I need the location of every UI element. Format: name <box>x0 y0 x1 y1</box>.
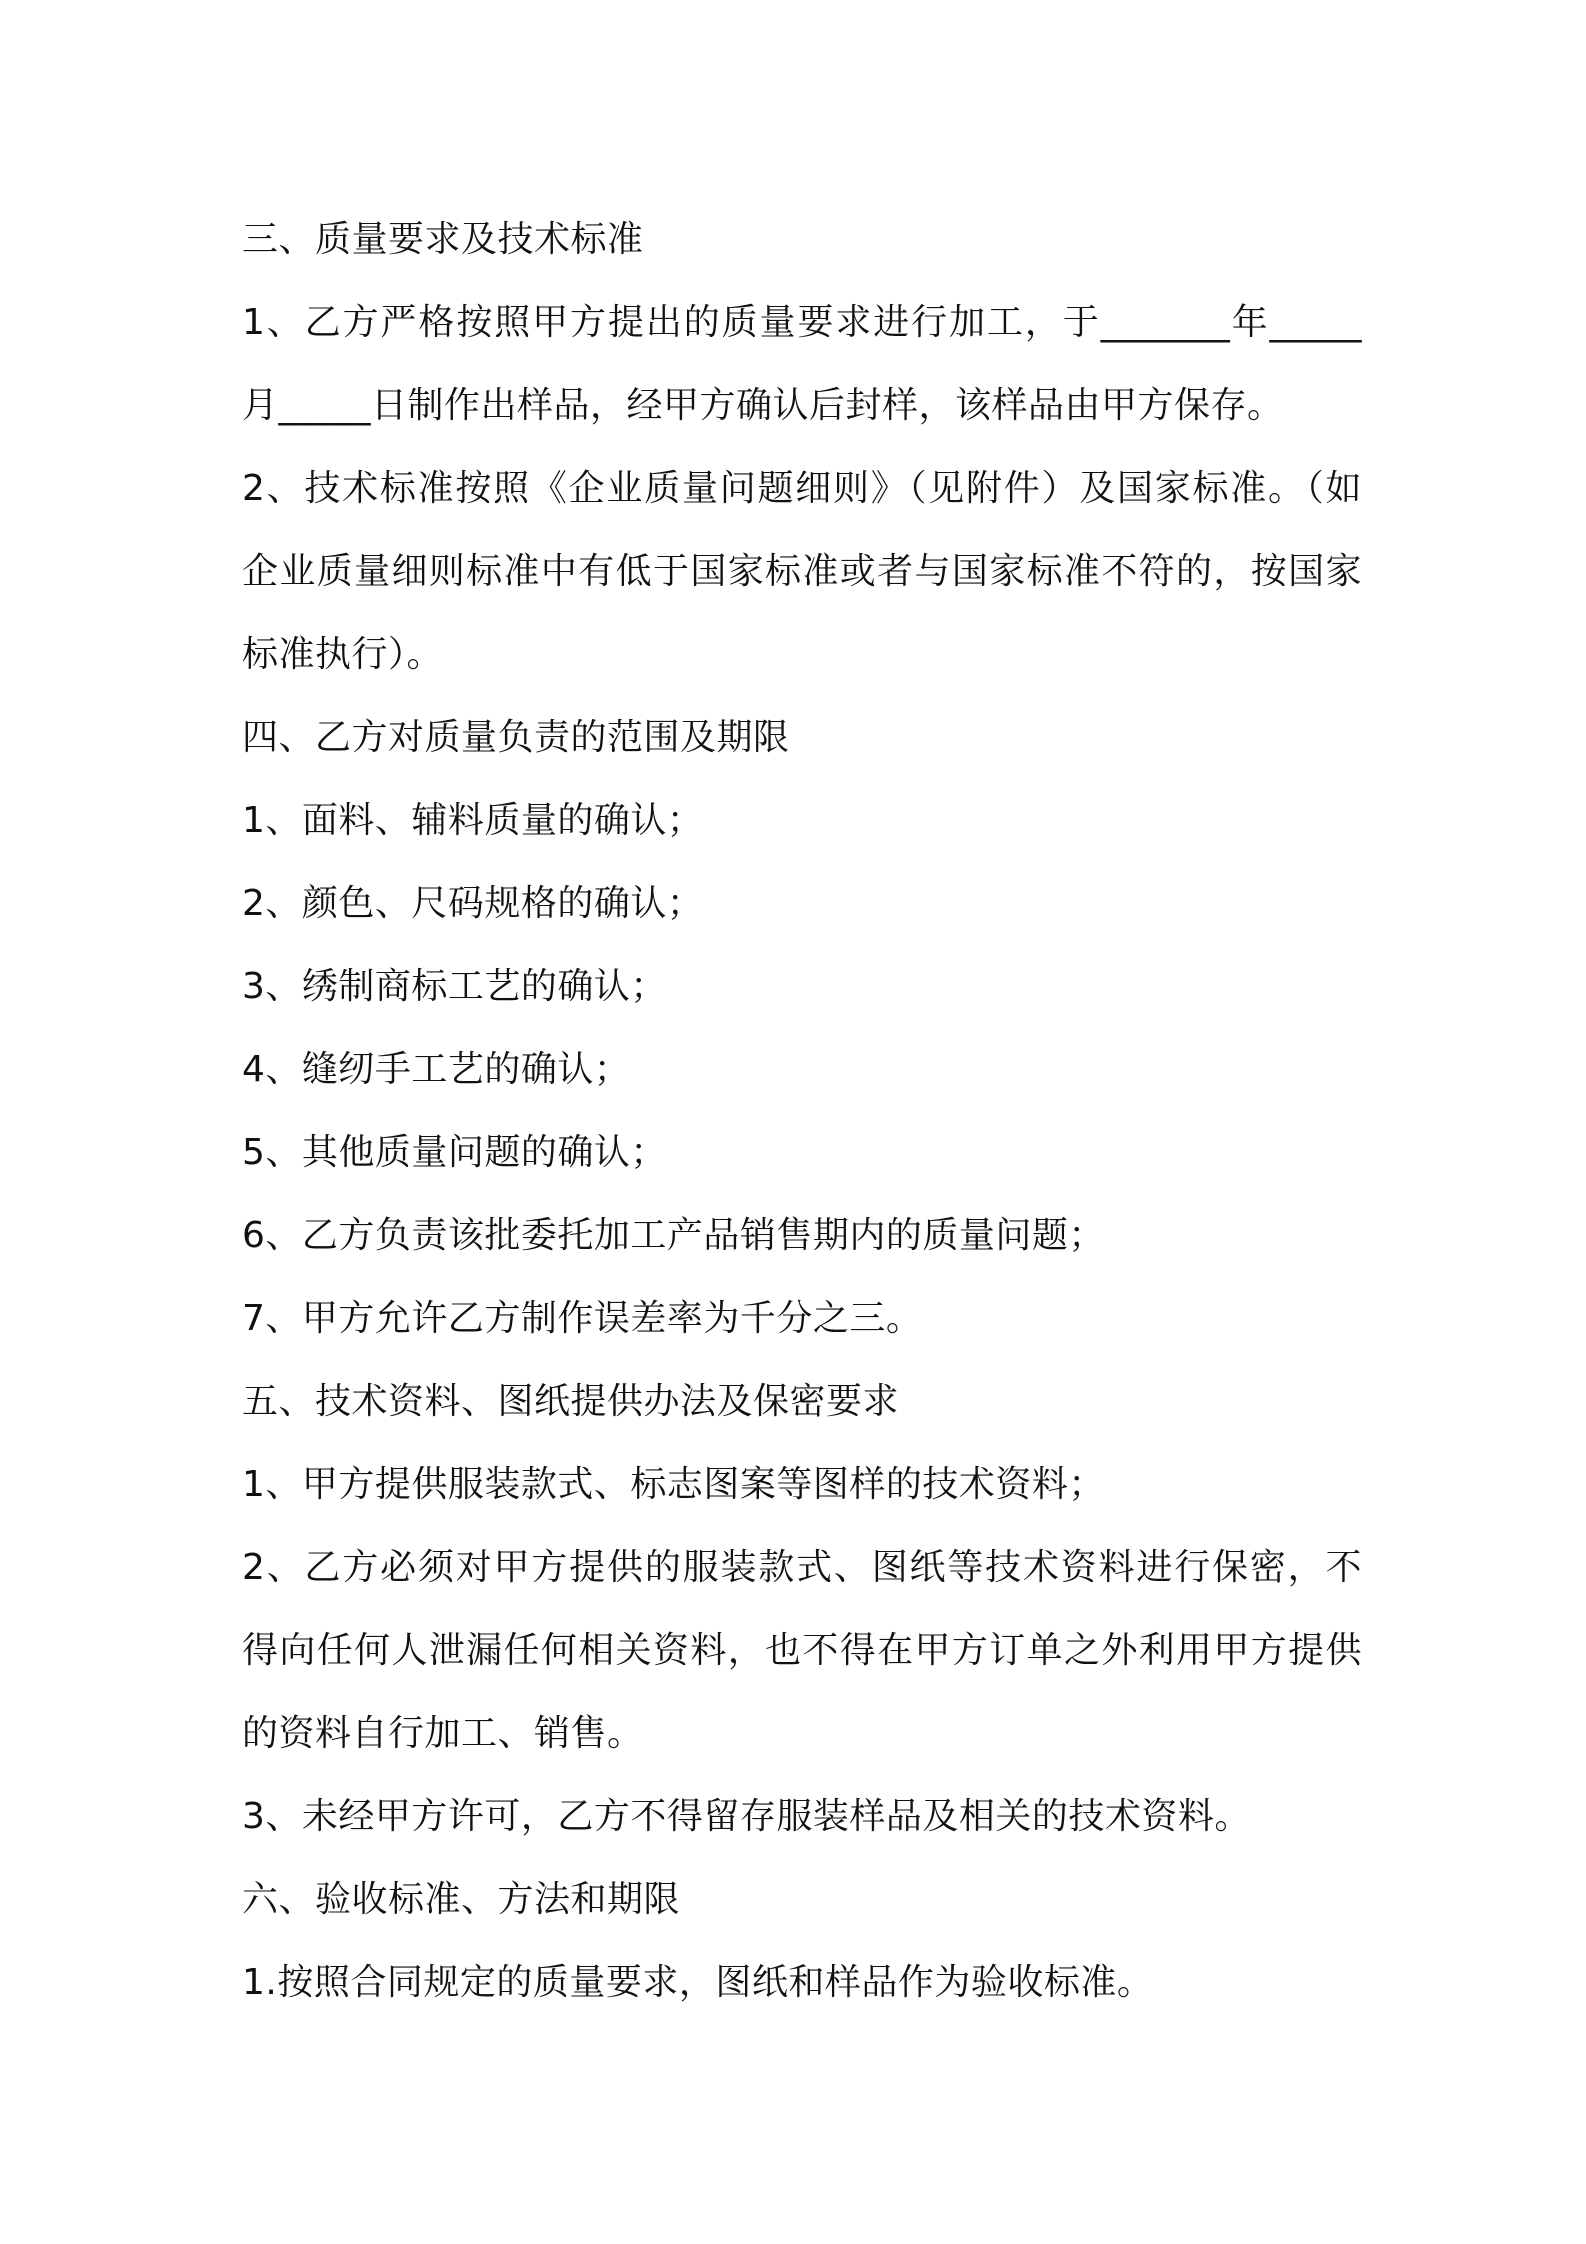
paragraph-line: 2、乙方必须对甲方提供的服装款式、图纸等技术资料进行保密，不 <box>242 1547 1362 1588</box>
list-item: 3、绣制商标工艺的确认； <box>242 966 667 1007</box>
list-item: 2、颜色、尺码规格的确认； <box>242 883 704 924</box>
list-item: 3、未经甲方许可，乙方不得留存服装样品及相关的技术资料。 <box>242 1796 1251 1837</box>
paragraph-line: 1、乙方严格按照甲方提出的质量要求进行加工，于_______年_____ <box>242 302 1362 343</box>
list-item: 6、乙方负责该批委托加工产品销售期内的质量问题； <box>242 1215 1105 1256</box>
paragraph-line: 2、技术标准按照《企业质量问题细则》（见附件）及国家标准。（如 <box>242 468 1362 509</box>
paragraph-line: 的资料自行加工、销售。 <box>242 1713 644 1754</box>
section-heading-5: 五、技术资料、图纸提供办法及保密要求 <box>242 1381 900 1422</box>
section-heading-6: 六、验收标准、方法和期限 <box>242 1879 681 1920</box>
list-item: 1.按照合同规定的质量要求，图纸和样品作为验收标准。 <box>242 1962 1154 2003</box>
list-item: 4、缝纫手工艺的确认； <box>242 1049 631 1090</box>
list-item: 7、甲方允许乙方制作误差率为千分之三。 <box>242 1298 923 1339</box>
list-item: 5、其他质量问题的确认； <box>242 1132 667 1173</box>
list-item: 1、面料、辅料质量的确认； <box>242 800 704 841</box>
paragraph-line: 得向任何人泄漏任何相关资料，也不得在甲方订单之外利用甲方提供 <box>242 1630 1362 1671</box>
section-heading-4: 四、乙方对质量负责的范围及期限 <box>242 717 790 758</box>
paragraph-line: 企业质量细则标准中有低于国家标准或者与国家标准不符的，按国家 <box>242 551 1362 592</box>
document-body <box>242 198 1362 2024</box>
paragraph-line: 标准执行）。 <box>242 634 444 675</box>
list-item: 1、甲方提供服装款式、标志图案等图样的技术资料； <box>242 1464 1105 1505</box>
section-heading-3: 三、质量要求及技术标准 <box>242 219 644 260</box>
paragraph-line: 月_____日制作出样品，经甲方确认后封样，该样品由甲方保存。 <box>242 385 1284 426</box>
